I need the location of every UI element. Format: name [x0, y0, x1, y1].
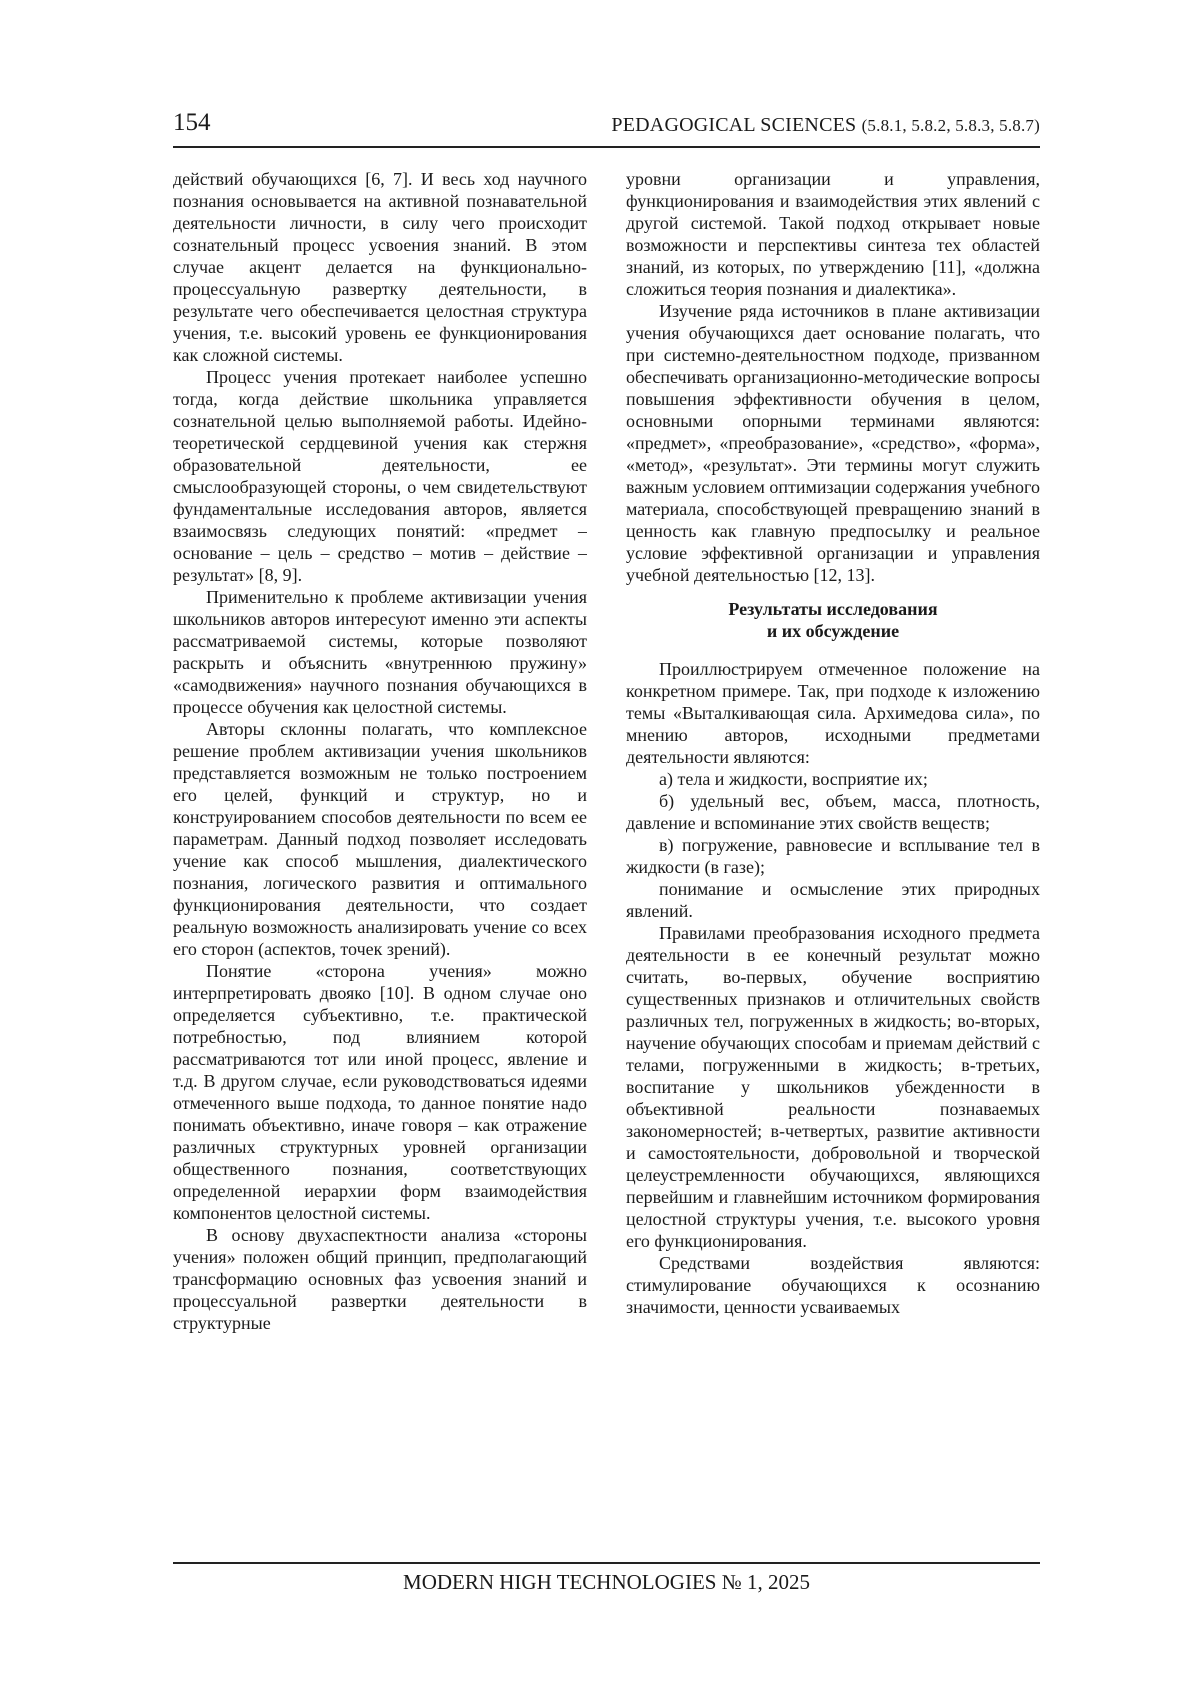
- section-title: PEDAGOGICAL SCIENCES: [611, 114, 857, 136]
- paragraph: действий обучающихся [6, 7]. И весь ход научного познания основывается на активной познавательной деятельности личности, в силу чего происходит сознательный процесс усвоения знаний. В этом случае акцент делается на функционально-процессуальную развертку деятельности, в результате чего обеспечивается целостная структура учения, т.е. высокий уровень ее функционирования как сложной системы.: [173, 169, 587, 365]
- paragraph: Правилами преобразования исходного предмета деятельности в ее конечный результат можно считать, во-первых, обучение восприятию существенных признаков и отличительных свойств различных тел, погруженных в жидкость; во-вторых, научение обучающих способам и приемам действий с телами, погруженными в жидкость; в-третьих, воспитание у школьников убежденности в объективной реальности познаваемых закономерностей; в-четвертых, развитие активности и самостоятельности, добровольной и творческой целеустремленности обучающихся, являющихся первейшим и главнейшим источником формирования целостной структуры учения, т.е. высокого уровня его функционирования.: [626, 923, 1040, 1251]
- paragraph: Процесс учения протекает наиболее успешно тогда, когда действие школьника управляется сознательной целью выполняемой работы. Идейно-теоретической сердцевиной учения как стержня образовательной деятельности, ее смыслообразующей стороны, о чем свидетельствуют фундаментальные исследования авторов, является взаимосвязь следующих понятий: «предмет – основание – цель – средство – мотив – действие – результат» [8, 9].: [173, 367, 587, 585]
- right-column: [626, 168, 1040, 1560]
- paragraph: Проиллюстрируем отмеченное положение на конкретном примере. Так, при подходе к изложению темы «Выталкивающая сила. Архимедова сила», по мнению авторов, исходными предметами деятельности являются:: [626, 659, 1040, 767]
- section-codes: (5.8.1, 5.8.2, 5.8.3, 5.8.7): [861, 116, 1040, 135]
- page-number: 154: [173, 109, 211, 136]
- paragraph: Понятие «сторона учения» можно интерпретировать двояко [10]. В одном случае оно определяется субъективно, т.е. практической потребностью, под влиянием которой рассматриваются тот или иной процесс, явление и т.д. В другом случае, если руководствоваться идеями отмеченного выше подхода, то данное понятие надо понимать объективно, иначе говоря – как отражение различных структурных уровней организации общественного познания, соответствующих определенной иерархии форм взаимодействия компонентов целостной системы.: [173, 961, 587, 1223]
- list-item: б) удельный вес, объем, масса, плотность, давление и вспоминание этих свойств веществ;: [626, 791, 1040, 833]
- paragraph: В основу двухаспектности анализа «стороны учения» положен общий принцип, предполагающий трансформацию основных фаз усвоения знаний и процессуальной развертки деятельности в структурные: [173, 1225, 587, 1333]
- paragraph: Авторы склонны полагать, что комплексное решение проблем активизации учения школьников представляется возможным не только построением его целей, функций и структур, но и конструированием способов деятельности по всем ее параметрам. Данный подход позволяет исследовать учение как способ мышления, диалектического познания, логического развития и оптимального функционирования деятельности, что создает реальную возможность анализировать учение со всех его сторон (аспектов, точек зрений).: [173, 719, 587, 959]
- paragraph: Средствами воздействия являются: стимулирование обучающихся к осознанию значимости, ценности усваиваемых: [626, 1253, 1040, 1317]
- section-heading-line: и их обсуждение: [766, 621, 900, 641]
- section-heading-line: Результаты исследования: [728, 599, 938, 619]
- list-item: в) погружение, равновесие и всплывание тел в жидкости (в газе);: [626, 835, 1040, 877]
- running-header: [611, 112, 1040, 139]
- list-item: а) тела и жидкости, восприятие их;: [659, 769, 928, 789]
- paragraph: Изучение ряда источников в плане активизации учения обучающихся дает основание полагать, что при системно-деятельностном подходе, призванном обеспечивать организационно-методические вопросы повышения эффективности обучения в целом, основными опорными терминами являются: «предмет», «преобразование», «средство», «форма», «метод», «результат». Эти термины могут служить важным условием оптимизации содержания учебного материала, способствующей превращению знаний в ценность как главную предпосылку и реальное условие эффективной организации и управления учебной деятельностью [12, 13].: [626, 301, 1040, 585]
- section-heading: [626, 598, 1040, 642]
- page-footer: [173, 1562, 1040, 1604]
- journal-name: MODERN HIGH TECHNOLOGIES № 1, 2025: [403, 1570, 810, 1594]
- page-header: [173, 106, 1040, 148]
- article-body: [173, 168, 1040, 1560]
- paragraph: уровни организации и управления, функционирования и взаимодействия этих явлений с другой системой. Такой подход открывает новые возможности и перспективы синтеза тех областей знаний, из которых, по утверждению [11], «должна сложиться теория познания и диалектика».: [626, 169, 1040, 299]
- left-column: [173, 168, 587, 1560]
- list-item: понимание и осмысление этих природных явлений.: [626, 879, 1040, 921]
- paragraph: Применительно к проблеме активизации учения школьников авторов интересуют именно эти аспекты рассматриваемой системы, которые позволяют раскрыть и объяснить «внутреннюю пружину» «самодвижения» научного познания обучающихся в процессе обучения как целостной системы.: [173, 587, 587, 717]
